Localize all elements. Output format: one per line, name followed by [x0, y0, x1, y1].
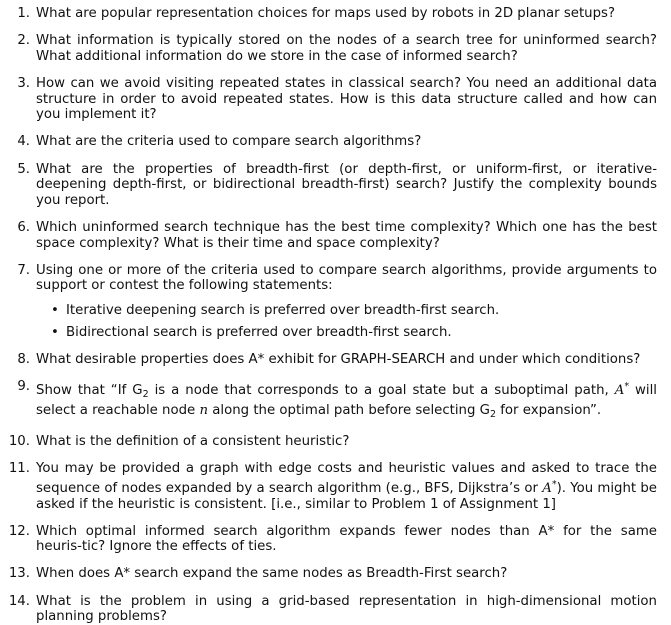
subscript: 2 [142, 389, 149, 401]
question-item-5 [0, 162, 657, 209]
question-item-2 [0, 33, 657, 64]
math-symbol: A [542, 480, 552, 496]
math-symbol: A [614, 383, 625, 399]
text-segment: ). You might be asked if the heuristic is consistent. [i.e., similar to Problem 1 of Assignment 1] [36, 480, 657, 512]
question-text: What information is typically stored on the nodes of a search tree for uninformed search? What additional information do we store in the case of informed search? [36, 33, 657, 64]
statement-item [36, 325, 657, 341]
question-item-4 [0, 134, 657, 150]
text-segment: Show that “If G [36, 383, 143, 399]
question-item-10 [0, 434, 657, 450]
question-item-9 [0, 379, 657, 422]
question-item-6 [0, 220, 657, 251]
text-segment: for expansion”. [496, 402, 602, 418]
question-number: 14. [8, 593, 30, 609]
superscript: * [551, 478, 557, 490]
question-text: What are popular representation choices for maps used by robots in 2D planar setups? [36, 6, 616, 21]
statement-item [36, 303, 657, 319]
question-item-8 [0, 352, 657, 368]
question-text: Which optimal informed search algorithm expands fewer nodes than A* for the same heuris-tic? Ignore the effects of ties. [36, 523, 657, 555]
question-text: What are the properties of breadth-first (or depth-first, or uniform-first, or iterative-deepening depth-first, or bidirectional breadth-first) search? Justify the complexity bounds you report. [36, 161, 657, 208]
statement-text: Iterative deepening search is preferred over breadth-first search. [66, 302, 500, 318]
question-number: 2. [17, 33, 30, 49]
bullet-icon: • [51, 302, 59, 318]
question-text: What are the criteria used to compare search algorithms? [36, 134, 422, 150]
question-text: How can we avoid visiting repeated states in classical search? You need an additional data structure in order to avoid repeated states. How is this data structure called and how can you implement it? [36, 75, 657, 123]
question-number: 8. [17, 352, 30, 368]
statement-list [36, 303, 657, 341]
math-symbol: n [199, 402, 209, 418]
text-segment: is a node that corresponds to a goal state but a suboptimal path, [148, 383, 615, 399]
question-item-7 [0, 263, 657, 341]
question-text [36, 461, 657, 511]
question-number: 3. [17, 75, 30, 91]
question-number: 4. [17, 134, 30, 150]
question-text: Using one or more of the criteria used to compare search algorithms, provide arguments to support or contest the following statements: [36, 262, 657, 294]
question-number: 5. [17, 161, 30, 177]
question-item-11 [0, 461, 657, 512]
text-segment: will select a reachable node [36, 383, 657, 418]
question-item-14 [0, 594, 657, 625]
question-text: Which uninformed search technique has the best time complexity? Which one has the best space complexity? What is their time and space complexity? [36, 219, 657, 251]
question-item-13 [0, 566, 657, 582]
question-text: What desirable properties does A* exhibit for GRAPH-SEARCH and under which conditions? [36, 352, 641, 368]
subscript: 2 [489, 408, 497, 420]
question-number: 11. [8, 461, 30, 477]
text-segment: You may be provided a graph with edge costs and heuristic values and asked to trace the sequence of nodes expanded by a search algorithm (e.g., BFS, Dijkstra’s or [36, 461, 657, 496]
question-item-12 [0, 524, 657, 555]
statement-text: Bidirectional search is preferred over breadth-first search. [66, 324, 452, 340]
question-number: 6. [17, 219, 30, 235]
question-text: What is the definition of a consistent heuristic? [36, 434, 350, 450]
text-segment: along the optimal path before selecting G [208, 402, 490, 418]
question-number: 1. [17, 6, 30, 21]
question-number: 10. [8, 434, 30, 450]
superscript: * [624, 381, 630, 393]
question-number: 13. [8, 566, 30, 582]
question-number: 9. [17, 379, 30, 395]
question-item-1 [0, 6, 657, 22]
question-text [36, 383, 657, 418]
question-number: 7. [17, 262, 30, 278]
question-text: What is the problem in using a grid-based representation in high-dimensional motion planning problems? [36, 593, 657, 625]
question-item-3 [0, 76, 657, 123]
question-number: 12. [8, 523, 30, 539]
question-text: When does A* search expand the same nodes as Breadth-First search? [36, 566, 508, 582]
bullet-icon: • [51, 324, 59, 340]
